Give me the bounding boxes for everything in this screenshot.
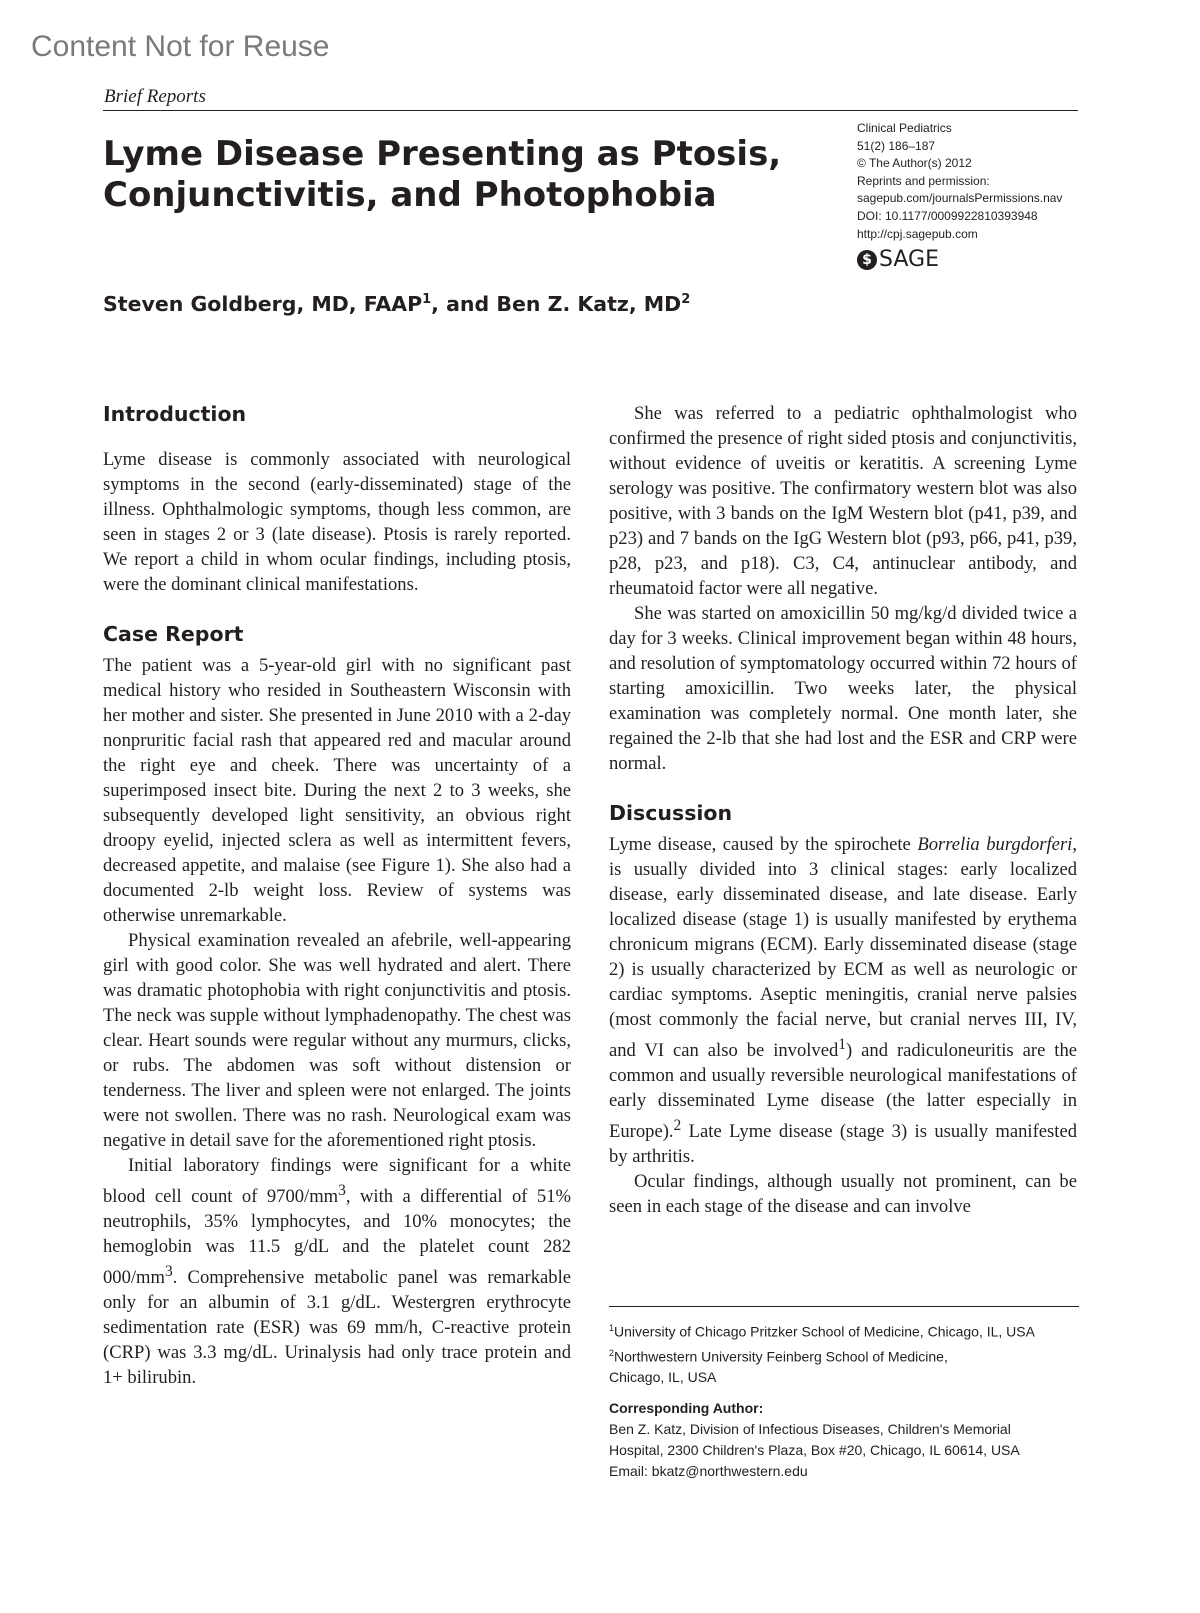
- author-joiner: , and: [431, 292, 497, 316]
- discussion-paragraph-2: Ocular findings, although usually not prominent, can be seen in each stage of the disease and can involve: [609, 1171, 1077, 1218]
- heading-discussion: Discussion: [609, 801, 733, 825]
- corresponding-author-heading: Corresponding Author:: [609, 1400, 764, 1417]
- corresponding-author-line-2: Hospital, 2300 Children's Plaza, Box #20, Chicago, IL 60614, USA: [609, 1442, 1020, 1459]
- affiliation-footnotes: [609, 1306, 1079, 1482]
- author-2: Ben Z. Katz, MD: [496, 292, 682, 316]
- sage-s-icon: $: [857, 250, 877, 270]
- case-paragraph-5: She was started on amoxicillin 50 mg/kg/d divided twice a day for 3 weeks. Clinical improvement began within 48 hours, and resolution of symptomatology occurred within 72 hours of starting amoxicillin. Two weeks later, the physical examination was completely normal. One month later, she regained the 2-lb that she had lost and the ESR and CRP were normal.: [609, 603, 1077, 774]
- title-line-1: Lyme Disease Presenting as Ptosis,: [103, 134, 782, 174]
- discussion-paragraph-1: Lyme disease, caused by the spirochete Borrelia burgdorferi, is usually divided into 3 clinical stages: early localized disease, early disseminated disease, and late disease. Early localized disease (stage 1) is usually manifested by erythema chronicum migrans (ECM). Early disseminated disease (stage 2) is usually characterized by ECM as well as neurologic or cardiac symptoms. Aseptic meningitis, cranial nerve palsies (most commonly the facial nerve, but cranial nerves III, IV, and VI can also be involved$^1$) and radiculoneuritis are the common and usually reversible neurological manifestations of early disseminated Lyme disease (the latter especially in Europe).$^2$ Late Lyme disease (stage 3) is usually manifested by arthritis.: [609, 834, 1077, 1168]
- journal-info: [857, 120, 1082, 243]
- corresponding-author-line-1: Ben Z. Katz, Division of Infectious Diseases, Children's Memorial: [609, 1421, 1011, 1438]
- journal-url[interactable]: http://cpj.sagepub.com: [857, 226, 978, 241]
- article-title: [103, 134, 803, 216]
- case-paragraph-1: The patient was a 5-year-old girl with no significant past medical history who resided in Southeastern Wisconsin with her mother and sister. She presented in June 2010 with a 2-day nonpruritic facial rash that appeared red and macular around the right eye and cheek. There was uncertainty of a superimposed insect bite. During the next 2 to 3 weeks, she subsequently developed light sensitivity, an obvious right droopy eyelid, injected sclera as well as intermittent fevers, decreased appetite, and malaise (see Figure 1). She also had a documented 2-lb weight loss. Review of systems was otherwise unremarkable.: [103, 655, 571, 926]
- author-1: Steven Goldberg, MD, FAAP: [103, 292, 423, 316]
- case-paragraph-3: Initial laboratory findings were significant for a white blood cell count of $9700/mm^3$, with a differential of 51% neutrophils, 35% lymphocytes, and 10% monocytes; the hemoglobin was 11.5 g/dL and the platelet count 282 $000/mm^3$. Comprehensive metabolic panel was remarkable only for an albumin of 3.1 g/dL. Westergren erythrocyte sedimentation rate (ESR) was 69 mm/h, C-reactive protein (CRP) was 3.3 mg/dL. Urinalysis had only trace protein and 1+ bilirubin.: [103, 1155, 571, 1389]
- journal-name: Clinical Pediatrics: [857, 121, 952, 135]
- section-label: Brief Reports: [104, 86, 206, 107]
- sage-wordmark: SAGE: [879, 247, 939, 272]
- intro-paragraph: Lyme disease is commonly associated with neurological symptoms in the second (early-disseminated) stage of the illness. Ophthalmologic symptoms, though less common, are seen in stages 2 or 3 (late disease). Ptosis is rarely reported. We report a child in whom ocular findings, including ptosis, were the dominant clinical manifestations.: [103, 449, 571, 595]
- reprints-link[interactable]: sagepub.com/journalsPermissions.nav: [857, 191, 1063, 206]
- title-line-2: Conjunctivitis, and Photophobia: [103, 175, 717, 215]
- author-line: [103, 292, 690, 316]
- reprints-label: Reprints and permission:: [857, 173, 990, 188]
- case-paragraph-4: She was referred to a pediatric ophthalmologist who confirmed the presence of right sided ptosis and conjunctivitis, without evidence of uveitis or keratitis. A screening Lyme serology was positive. The confirmatory western blot was also positive, with 3 bands on the IgM Western blot (p41, p39, and p23) and 7 bands on the IgG Western blot (p93, p66, p41, p39, p28, p23, and p18). C3, C4, antinuclear antibody, and rheumatoid factor were all negative.: [609, 403, 1077, 599]
- case-paragraph-2: Physical examination revealed an afebrile, well-appearing girl with good color. She was well hydrated and alert. There was dramatic photophobia with right conjunctivitis and ptosis. The neck was supple without lymphadenopathy. The chest was clear. Heart sounds were regular without any murmurs, clicks, or rubs. The abdomen was soft without distension or tenderness. The liver and spleen were not enlarged. The joints were not swollen. There was no rash. Neurological exam was negative in detail save for the aforementioned right ptosis.: [103, 930, 571, 1151]
- journal-volume: 51(2) 186–187: [857, 138, 936, 153]
- affiliation-2: $^2$Northwestern University Feinberg School of Medicine,: [609, 1347, 948, 1365]
- heading-case-report: Case Report: [103, 622, 244, 646]
- doi-line: DOI: 10.1177/0009922810393948: [857, 208, 1038, 223]
- heading-introduction: Introduction: [103, 402, 247, 426]
- corresponding-author-email[interactable]: Email: bkatz@northwestern.edu: [609, 1463, 808, 1480]
- right-column: [609, 401, 1077, 1219]
- affiliation-1: $^1$University of Chicago Pritzker School of Medicine, Chicago, IL, USA: [609, 1323, 1035, 1340]
- author-1-affiliation: 1: [422, 292, 432, 308]
- copyright-line: © The Author(s) 2012: [857, 156, 972, 171]
- watermark: Content Not for Reuse: [31, 30, 330, 63]
- affiliation-2-cont: Chicago, IL, USA: [609, 1369, 717, 1386]
- author-2-affiliation: 2: [681, 292, 691, 308]
- left-column: [103, 400, 571, 1390]
- sage-logo: [857, 247, 939, 272]
- header-rule: [103, 110, 1078, 111]
